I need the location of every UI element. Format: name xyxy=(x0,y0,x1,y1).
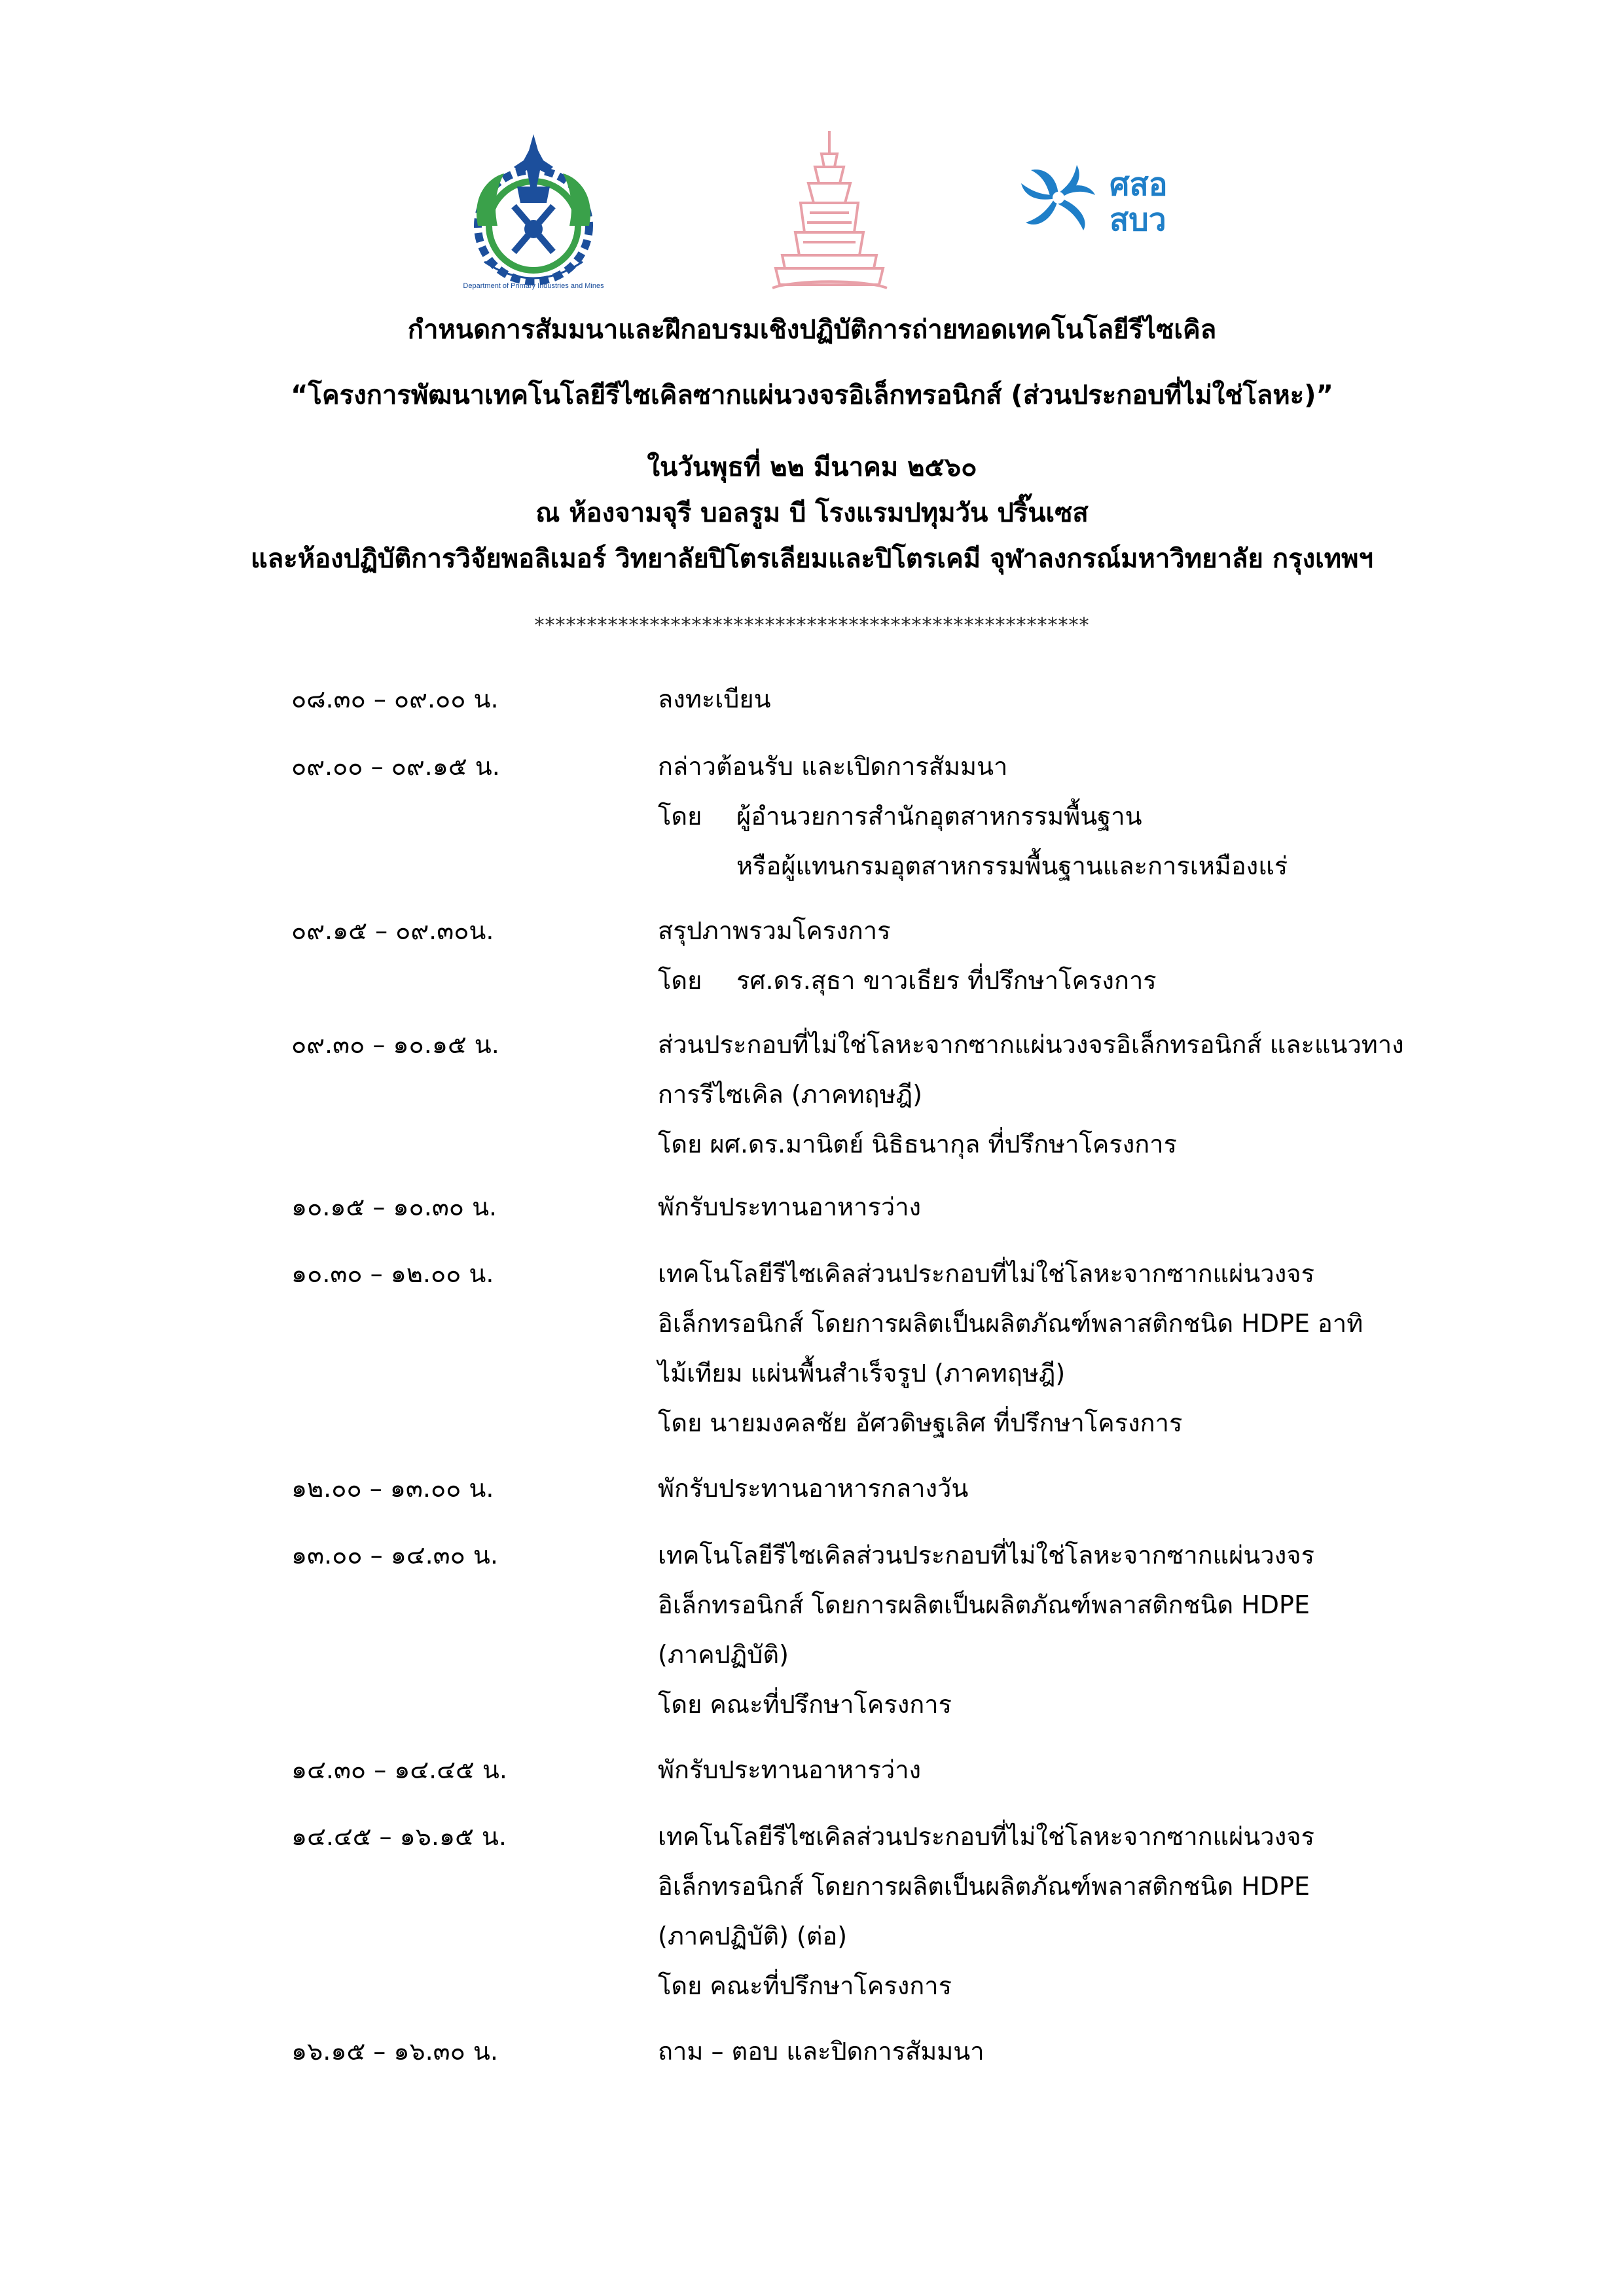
speaker-line: หรือผู้แทนกรมอุตสาหกรรมพื้นฐานและการเหมืองแร่ xyxy=(736,852,1288,880)
schedule-line: พักรับประทานอาหารกลางวัน xyxy=(658,1474,969,1503)
schedule-time: ๑๓.๐๐ – ๑๔.๓๐ น. xyxy=(291,1541,498,1570)
schedule-time: ๑๔.๔๕ – ๑๖.๑๕ น. xyxy=(291,1822,507,1851)
schedule-line: ลงทะเบียน xyxy=(658,685,771,713)
chula-logo xyxy=(769,128,890,298)
schedule-description xyxy=(658,1020,1463,1169)
schedule-line: อิเล็กทรอนิกส์ โดยการผลิตเป็นผลิตภัณฑ์พลาสติกชนิด HDPE xyxy=(658,1872,1310,1901)
schedule-line: กล่าวต้อนรับ และเปิดการสัมมนา xyxy=(658,752,1008,781)
schedule-time: ๑๖.๑๕ – ๑๖.๓๐ น. xyxy=(291,2037,498,2066)
schedule-line: สรุปภาพรวมโครงการ xyxy=(658,916,891,945)
separator-line: ***************************************************** xyxy=(534,614,1090,637)
schedule-line: พักรับประทานอาหารว่าง xyxy=(658,1193,922,1221)
speaker-label: โดย xyxy=(658,966,702,995)
schedule-time: ๑๔.๓๐ – ๑๔.๔๕ น. xyxy=(291,1755,507,1784)
schedule-line: เทคโนโลยีรีไซเคิลส่วนประกอบที่ไม่ใช่โลหะจากซากแผ่นวงจร xyxy=(658,1822,1314,1851)
speaker-line: ผู้อำนวยการสำนักอุตสาหกรรมพื้นฐาน xyxy=(736,802,1142,831)
schedule-description xyxy=(658,906,1463,1005)
schedule-time: ๐๙.๓๐ – ๑๐.๑๕ น. xyxy=(291,1030,499,1059)
schedule-line: (ภาคปฏิบัติ) (ต่อ) xyxy=(658,1922,848,1950)
venue-primary: ณ ห้องจามจุรี บอลรูม บี โรงแรมปทุมวัน ปริ๊นเซส xyxy=(535,498,1089,528)
schedule-line: ไม้เทียม แผ่นพื้นสำเร็จรูป (ภาคทฤษฎี) xyxy=(658,1359,1066,1388)
schedule-description xyxy=(658,1530,1463,1729)
schedule-line: โดย คณะที่ปรึกษาโครงการ xyxy=(658,1971,952,2000)
schedule-time: ๑๐.๑๕ – ๑๐.๓๐ น. xyxy=(291,1193,497,1221)
speaker-row xyxy=(658,956,1463,1005)
schedule-description xyxy=(658,1463,1463,1513)
schedule-line: อิเล็กทรอนิกส์ โดยการผลิตเป็นผลิตภัณฑ์พลาสติกชนิด HDPE xyxy=(658,1590,1310,1619)
ictc-text-bottom: สบว xyxy=(1110,202,1166,238)
schedule-time: ๑๒.๐๐ – ๑๓.๐๐ น. xyxy=(291,1474,494,1503)
schedule-line: โดย ผศ.ดร.มานิตย์ นิธิธนากุล ที่ปรึกษาโครงการ xyxy=(658,1130,1178,1158)
schedule-description xyxy=(658,674,1463,724)
schedule-time: ๐๙.๐๐ – ๐๙.๑๕ น. xyxy=(291,752,500,781)
document-title: กำหนดการสัมมนาและฝึกอบรมเชิงปฏิบัติการถ่ายทอดเทคโนโลยีรีไซเคิล xyxy=(407,315,1217,345)
venue-secondary: และห้องปฏิบัติการวิจัยพอลิเมอร์ วิทยาลัยปิโตรเลียมและปิโตรเคมี จุฬาลงกรณ์มหาวิทยาลัย กรุงเทพฯ xyxy=(250,544,1374,574)
schedule-description xyxy=(658,1249,1463,1448)
schedule-line: (ภาคปฏิบัติ) xyxy=(658,1640,789,1669)
schedule-time: ๐๘.๓๐ – ๐๙.๐๐ น. xyxy=(291,685,499,713)
schedule-time: ๐๙.๑๕ – ๐๙.๓๐น. xyxy=(291,916,494,945)
schedule-description xyxy=(658,2026,1463,2076)
schedule-line: ถาม – ตอบ และปิดการสัมมนา xyxy=(658,2037,984,2066)
ictc-text-top: ศสอ xyxy=(1110,166,1168,203)
dpim-caption: Department of Primary Industries and Mines xyxy=(463,282,604,290)
schedule-line: เทคโนโลยีรีไซเคิลส่วนประกอบที่ไม่ใช่โลหะจากซากแผ่นวงจร xyxy=(658,1541,1314,1570)
schedule-description xyxy=(658,1745,1463,1795)
schedule-line: โดย คณะที่ปรึกษาโครงการ xyxy=(658,1690,952,1719)
schedule-line: โดย นายมงคลชัย อัศวดิษฐเลิศ ที่ปรึกษาโครงการ xyxy=(658,1408,1183,1437)
schedule-description xyxy=(658,1182,1463,1232)
speaker-label: โดย xyxy=(658,802,702,831)
schedule-description xyxy=(658,1812,1463,2011)
project-title: “โครงการพัฒนาเทคโนโลยีรีไซเคิลซากแผ่นวงจรอิเล็กทรอนิกส์ (ส่วนประกอบที่ไม่ใช่โลหะ)” xyxy=(291,380,1333,410)
event-date: ในวันพุธที่ ๒๒ มีนาคม ๒๕๖๐ xyxy=(647,452,977,482)
speaker-line: รศ.ดร.สุธา ขาวเธียร ที่ปรึกษาโครงการ xyxy=(736,966,1157,995)
schedule-time: ๑๐.๓๐ – ๑๒.๐๐ น. xyxy=(291,1259,494,1288)
speaker-row xyxy=(658,791,1463,841)
schedule-line: อิเล็กทรอนิกส์ โดยการผลิตเป็นผลิตภัณฑ์พลาสติกชนิด HDPE อาทิ xyxy=(658,1309,1363,1338)
schedule-line: ส่วนประกอบที่ไม่ใช่โลหะจากซากแผ่นวงจรอิเล็กทรอนิกส์ และแนวทาง xyxy=(658,1030,1404,1059)
schedule-line: เทคโนโลยีรีไซเคิลส่วนประกอบที่ไม่ใช่โลหะจากซากแผ่นวงจร xyxy=(658,1259,1314,1288)
schedule-description xyxy=(658,742,1463,891)
ictc-logo xyxy=(1018,157,1214,239)
schedule-line: พักรับประทานอาหารว่าง xyxy=(658,1755,922,1784)
schedule-line: การรีไซเคิล (ภาคทฤษฎี) xyxy=(658,1080,922,1109)
logo-bar xyxy=(0,121,1624,291)
dpim-logo xyxy=(432,121,635,295)
